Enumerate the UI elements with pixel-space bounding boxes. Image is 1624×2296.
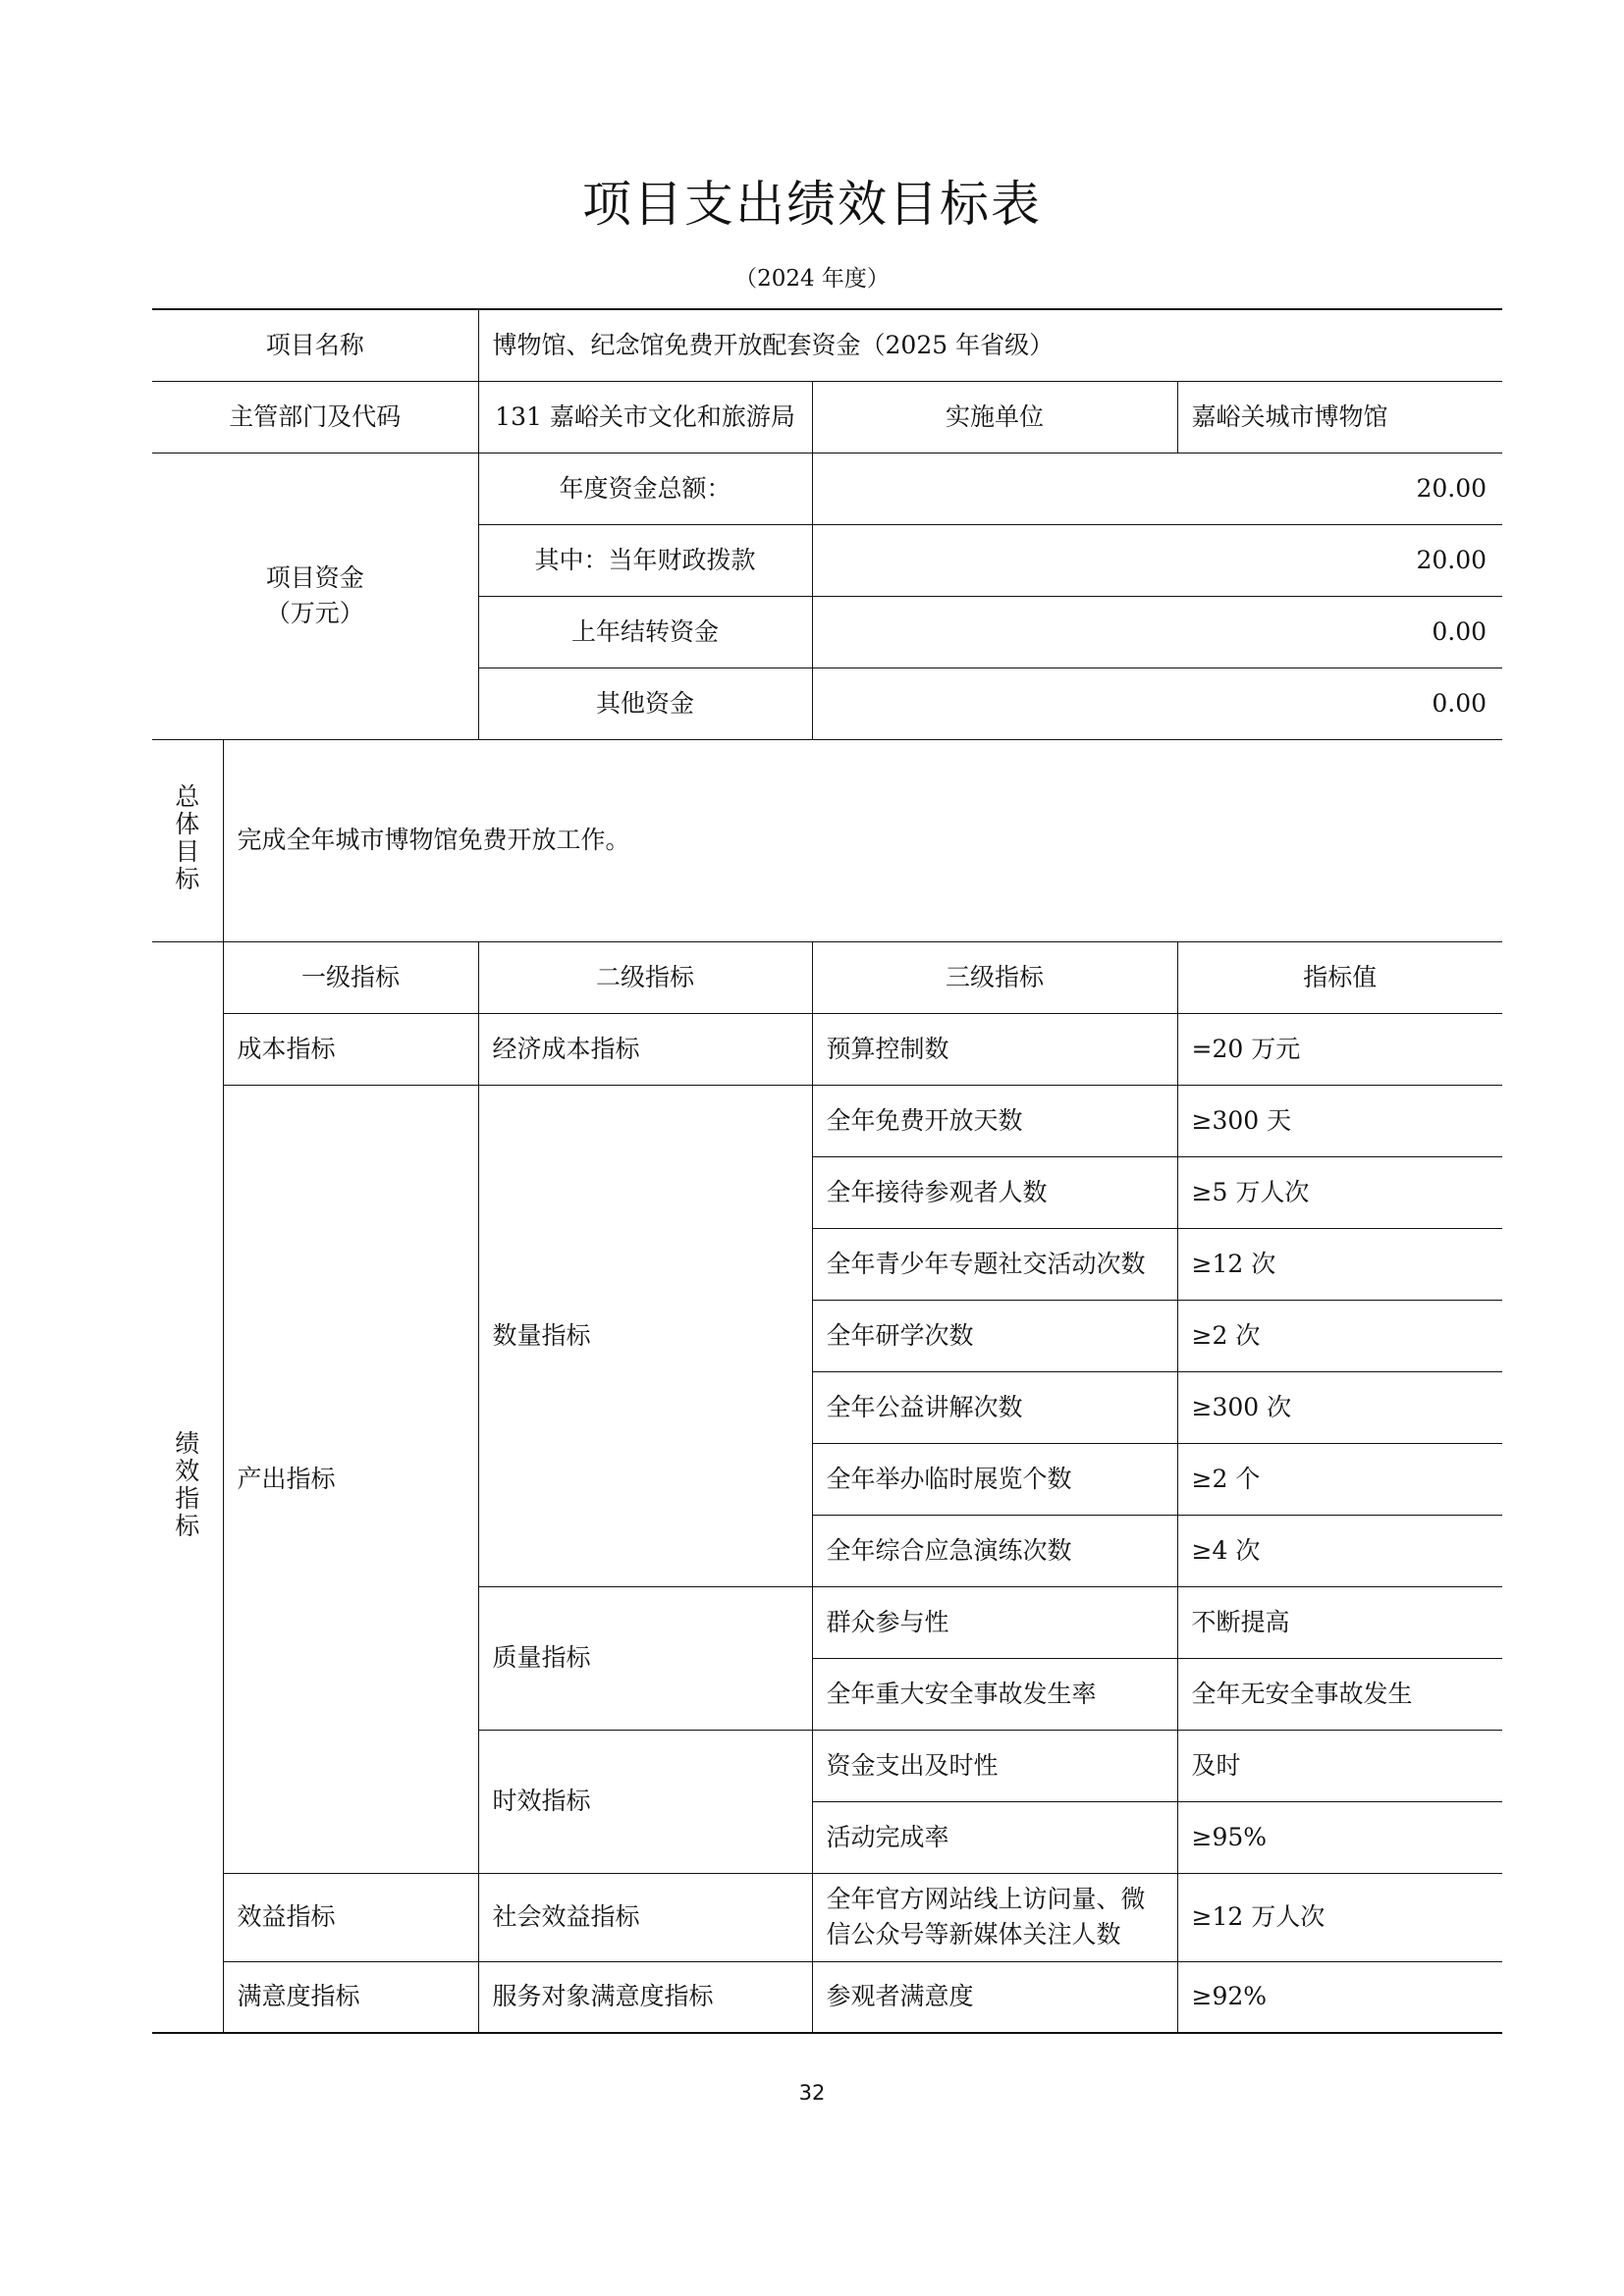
funds-item-label: 其中：当年财政拨款 — [478, 524, 812, 596]
funds-row — [152, 453, 1502, 524]
cost-indicator-row — [152, 1013, 1502, 1085]
level2-cell: 时效指标 — [478, 1730, 812, 1873]
project-name-value: 博物馆、纪念馆免费开放配套资金（2025 年省级） — [478, 309, 1502, 381]
value-cell: 不断提高 — [1177, 1586, 1502, 1658]
project-name-label: 项目名称 — [152, 309, 478, 381]
level3-cell: 全年官方网站线上访问量、微信公众号等新媒体关注人数 — [812, 1873, 1177, 1961]
implementing-unit-label: 实施单位 — [812, 381, 1177, 453]
satisfaction-indicator-row — [152, 1961, 1502, 2033]
value-cell: ≥5 万人次 — [1177, 1156, 1502, 1228]
document-title: 项目支出绩效目标表 — [582, 176, 1042, 233]
header-level3: 三级指标 — [812, 941, 1177, 1013]
level1-cell: 效益指标 — [223, 1873, 478, 1961]
project-name-row — [152, 309, 1502, 381]
level3-cell: 全年举办临时展览个数 — [812, 1443, 1177, 1515]
funds-label-line1: 项目资金 — [265, 563, 364, 592]
level3-cell: 活动完成率 — [812, 1801, 1177, 1873]
funds-item-value: 20.00 — [812, 524, 1502, 596]
value-cell: ≥12 次 — [1177, 1228, 1502, 1300]
level3-cell: 群众参与性 — [812, 1586, 1177, 1658]
funds-label-line2: （万元） — [265, 599, 364, 627]
performance-label-text: 绩效指标 — [175, 1428, 200, 1540]
department-label: 主管部门及代码 — [152, 381, 478, 453]
level3-cell: 参观者满意度 — [812, 1961, 1177, 2033]
level2-cell: 数量指标 — [478, 1085, 812, 1586]
output-indicator-row — [152, 1085, 1502, 1156]
value-cell: ≥300 天 — [1177, 1085, 1502, 1156]
level3-cell: 全年接待参观者人数 — [812, 1156, 1177, 1228]
funds-item-value: 20.00 — [812, 453, 1502, 524]
level3-cell: 全年青少年专题社交活动次数 — [812, 1228, 1177, 1300]
level3-cell: 全年综合应急演练次数 — [812, 1515, 1177, 1586]
performance-target-table — [152, 308, 1502, 2034]
level2-cell: 经济成本指标 — [478, 1013, 812, 1085]
header-level2: 二级指标 — [478, 941, 812, 1013]
value-cell: ≥4 次 — [1177, 1515, 1502, 1586]
funds-item-value: 0.00 — [812, 596, 1502, 667]
department-value: 131 嘉峪关市文化和旅游局 — [478, 381, 812, 453]
value-cell: ≥92% — [1177, 1961, 1502, 2033]
level3-cell: 全年研学次数 — [812, 1300, 1177, 1371]
value-cell: ≥12 万人次 — [1177, 1873, 1502, 1961]
overall-goal-text: 完成全年城市博物馆免费开放工作。 — [223, 739, 1502, 941]
performance-label — [152, 941, 223, 2033]
level3-cell: 全年公益讲解次数 — [812, 1371, 1177, 1443]
value-cell: 全年无安全事故发生 — [1177, 1658, 1502, 1730]
level2-cell: 社会效益指标 — [478, 1873, 812, 1961]
funds-item-label: 上年结转资金 — [478, 596, 812, 667]
funds-label — [152, 453, 478, 739]
implementing-unit-value: 嘉峪关城市博物馆 — [1177, 381, 1502, 453]
level3-cell: 预算控制数 — [812, 1013, 1177, 1085]
level1-cell: 成本指标 — [223, 1013, 478, 1085]
level2-cell: 服务对象满意度指标 — [478, 1961, 812, 2033]
funds-item-value: 0.00 — [812, 667, 1502, 739]
overall-goal-label-text: 总体目标 — [175, 782, 200, 893]
overall-goal-label — [152, 739, 223, 941]
header-level1: 一级指标 — [223, 941, 478, 1013]
funds-item-label: 其他资金 — [478, 667, 812, 739]
department-row — [152, 381, 1502, 453]
header-value: 指标值 — [1177, 941, 1502, 1013]
level1-cell: 产出指标 — [223, 1085, 478, 1873]
document-year: （2024 年度） — [734, 266, 890, 292]
page-number: 32 — [798, 2081, 826, 2105]
level3-cell: 全年重大安全事故发生率 — [812, 1658, 1177, 1730]
level2-cell: 质量指标 — [478, 1586, 812, 1730]
benefit-indicator-row — [152, 1873, 1502, 1961]
level1-cell: 满意度指标 — [223, 1961, 478, 2033]
overall-goal-row — [152, 739, 1502, 941]
value-cell: 及时 — [1177, 1730, 1502, 1801]
funds-item-label: 年度资金总额： — [478, 453, 812, 524]
value-cell: ≥2 个 — [1177, 1443, 1502, 1515]
value-cell: ≥2 次 — [1177, 1300, 1502, 1371]
indicator-header-row — [152, 941, 1502, 1013]
level3-cell: 全年免费开放天数 — [812, 1085, 1177, 1156]
value-cell: =20 万元 — [1177, 1013, 1502, 1085]
value-cell: ≥95% — [1177, 1801, 1502, 1873]
value-cell: ≥300 次 — [1177, 1371, 1502, 1443]
level3-cell: 资金支出及时性 — [812, 1730, 1177, 1801]
